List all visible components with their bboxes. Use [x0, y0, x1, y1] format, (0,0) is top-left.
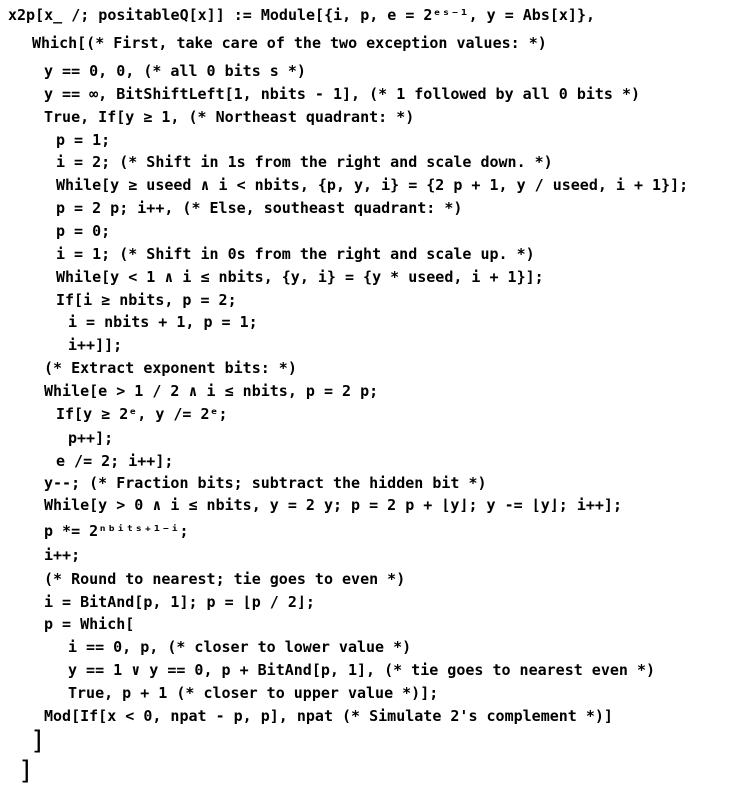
code-line: y == ∞, BitShiftLeft[1, nbits - 1], (* 1 followed by all 0 bits *) — [44, 85, 641, 103]
code-line: y--; (* Fraction bits; subtract the hidden bit *) — [44, 474, 487, 492]
code-line: While[e > 1 / 2 ∧ i ≤ nbits, p = 2 p; — [44, 382, 379, 400]
code-line: True, p + 1 (* closer to upper value *)]; — [68, 684, 439, 702]
code-line: i = BitAnd[p, 1]; p = ⌊p / 2⌋; — [44, 593, 315, 611]
code-line: i++]]; — [68, 336, 123, 354]
code-line: i = 2; (* Shift in 1s from the right and scale down. *) — [56, 153, 553, 171]
code-line: While[y ≥ useed ∧ i < nbits, {p, y, i} = {2 p + 1, y / useed, i + 1}]; — [56, 176, 689, 194]
closing-bracket: ] — [32, 726, 43, 756]
code-line: e /= 2; i++]; — [56, 452, 174, 470]
code-line: Which[(* First, take care of the two exception values: *) — [32, 34, 547, 52]
code-line: p = 0; — [56, 222, 111, 240]
code-line: p = 1; — [56, 131, 111, 149]
code-line: y == 1 ∨ y == 0, p + BitAnd[p, 1], (* tie goes to nearest even *) — [68, 661, 655, 679]
code-line: i == 0, p, (* closer to lower value *) — [68, 638, 412, 656]
code-line: i = nbits + 1, p = 1; — [68, 313, 258, 331]
code-line: p = Which[ — [44, 615, 135, 633]
code-line: y == 0, 0, (* all 0 bits s *) — [44, 62, 306, 80]
code-line: (* Extract exponent bits: *) — [44, 359, 297, 377]
code-line: x2p[x_ /; positableQ[x]] := Module[{i, p, e = 2ᵉˢ⁻¹, y = Abs[x]}, — [8, 6, 595, 24]
code-line: If[i ≥ nbits, p = 2; — [56, 291, 237, 309]
code-line: i = 1; (* Shift in 0s from the right and scale up. *) — [56, 245, 535, 263]
code-line: While[y > 0 ∧ i ≤ nbits, y = 2 y; p = 2 p + ⌊y⌋; y -= ⌊y⌋; i++]; — [44, 496, 622, 514]
code-line: i++; — [44, 546, 81, 564]
code-line: While[y < 1 ∧ i ≤ nbits, {y, i} = {y * useed, i + 1}]; — [56, 268, 544, 286]
code-line: Mod[If[x < 0, npat - p, p], npat (* Simulate 2's complement *)] — [44, 707, 613, 725]
code-line: p *= 2ⁿᵇⁱᵗˢ⁺¹⁻ⁱ; — [44, 522, 189, 540]
closing-bracket: ] — [20, 756, 31, 786]
code-line: True, If[y ≥ 1, (* Northeast quadrant: *) — [44, 108, 415, 126]
code-line: (* Round to nearest; tie goes to even *) — [44, 570, 406, 588]
code-line: p++]; — [68, 429, 114, 447]
code-line: If[y ≥ 2ᵉ, y /= 2ᵉ; — [56, 405, 228, 423]
code-line: p = 2 p; i++, (* Else, southeast quadrant: *) — [56, 199, 463, 217]
